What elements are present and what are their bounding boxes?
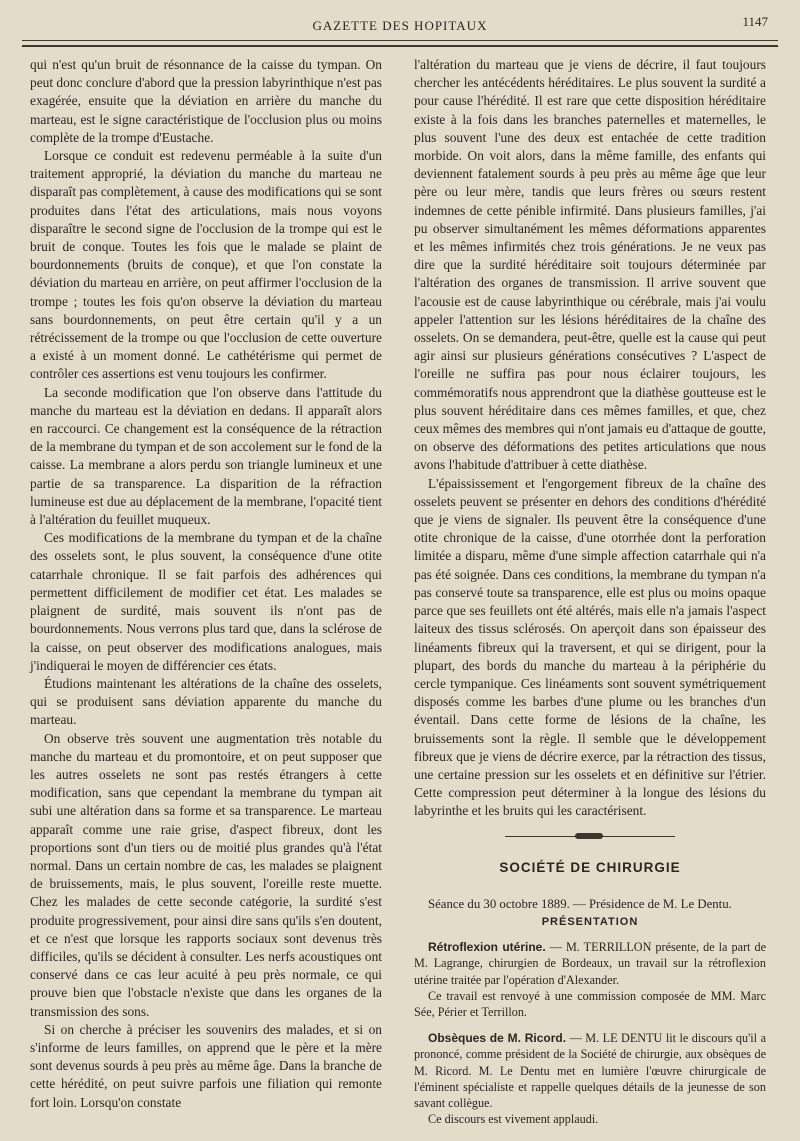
divider-ornament (575, 833, 603, 839)
minutes-note: Ce discours est vivement applaudi. (428, 1112, 599, 1127)
running-title: GAZETTE DES HOPITAUX (312, 18, 488, 33)
item-title: Obsèques de M. Ricord. (428, 1031, 567, 1046)
section-divider (505, 831, 675, 841)
item-text: — M. LE DENTU lit le discours qu'il a prononcé, comme président de la Société de chirurgie, aux obsèques de M. Ricord. M. Le Dentu met en lumière l'œuvre chirurgicale de l'éminent spécialiste et rappelle quelques détails de la jeunesse de son savant collègue. (414, 1031, 766, 1110)
paragraph: Si on cherche à préciser les souvenirs des malades, et si on s'informe de leurs familles, on apprend que le père et la mère sont devenus sourds à peu près au même âge. Dans la branche de cette hérédité, on peut suivre parfois une filiation qui remonte fort loin. Lorsqu'on constate (30, 1021, 382, 1110)
header-rule-thin (22, 40, 778, 41)
page-header (20, 10, 780, 34)
page-number: 1147 (742, 14, 768, 29)
paragraph: Étudions maintenant les altérations de la chaîne des osselets, qui se produisent sans déviation apparente du manche du marteau. (30, 675, 382, 728)
minutes-item (414, 1030, 766, 1111)
right-column (414, 56, 766, 1127)
spacer (414, 1020, 766, 1030)
item-title: Rétroflexion utérine. (428, 940, 546, 955)
paragraph: qui n'est qu'un bruit de résonnance de la caisse du tympan. On peut donc conclure d'abord que la pression labyrinthique n'est pas exagérée, ensuite que la déviation en arrière du manche du marteau, est le signe caractéristique de l'occlusion plus ou moins complète de la trompe d'Eustache. (30, 57, 382, 145)
minutes-note: Ce travail est renvoyé à une commission composée de MM. Marc Sée, Périer et Terrillon. (414, 988, 766, 1019)
paragraph: l'altération du marteau que je viens de décrire, il faut toujours chercher les antécédents héréditaires. Le plus souvent la surdité a pour cause l'hérédité. Il est rare que cette disposition héréditaire existe à la fois dans les branches paternelles et maternelles, le plus souvent l'une des deux est entachée de cette tradition morbide. On voit alors, dans la même famille, des enfants qui deviennent fatalement sourds à peu près au même âge que leur père ou leur mère, tandis que leurs frères ou sœurs restent indemnes de cette pénible infirmité. Dans plusieurs familles, j'ai pu observer simultanément les mêmes déformations apparentes et les mêmes infirmités chez trois générations. Je ne veux pas dire que la surdité héréditaire soit toujours déterminée par l'altération des organes de transmission. Il arrive souvent que l'acousie est de cause labyrinthique ou cérébrale, mais j'ai voulu appeler l'attention sur les lésions héréditaires de la chaîne des osselets. On se demandera, peut-être, quelle est la cause qui peut agir ainsi sur plusieurs générations consécutives ? L'aspect de l'oreille ne suffira pas pour nous éclairer toujours, les commémoratifs nous apprendront que la diathèse goutteuse est le plus souvent héréditaire dans ces mêmes familles, et que, chez ceux mêmes des membres qui n'ont jamais eu d'attaque de goutte, on observe des déformations des petites articulations que nous avons l'habitude d'attribuer à cette diathèse. (414, 57, 766, 473)
minutes-item (414, 939, 766, 988)
item-text: — M. TERRILLON présente, de la part de M. Lagrange, chirurgien de Bordeaux, un travail sur la rétroflexion utérine traitée par l'opération d'Alexander. (414, 940, 766, 987)
paragraph: On observe très souvent une augmentation très notable du manche du marteau et du promontoire, et on peut supposer que les autres osselets ne sont pas restés étrangers à cette modification, sans que cependant la membrane du tympan ait subi une altération dans sa forme et sa transparence. Le marteau apparaît comme une raie grise, d'aspect fibreux, dont les proportions sont d'un tiers ou de moitié plus grandes qu'à l'état normal. Dans un certain nombre de cas, les malades se plaignent de bruissements, mais, le plus souvent, l'oreille reste muette. Chez les malades de cette seconde catégorie, la surdité s'est produite progressivement, pour ainsi dire sans qu'ils s'en doutent, et ce n'est que lorsque les rapports sociaux sont devenus très difficiles, qu'ils se décident à consulter. Les nerfs acoustiques ont conservé dans ce cas leur acuité à peu près normale, ce qui prouve bien que l'obstacle n'existe que dans les organes de la transmission des sons. (30, 730, 382, 1019)
paragraph: La seconde modification que l'on observe dans l'attitude du manche du marteau est la déviation en dedans. Il apparaît alors en raccourci. Ce changement est la conséquence de la rétraction de la membrane du tympan et de son accolement sur le fond de la caisse. La membrane a alors perdu son triangle lumineux et une partie de sa transparence. La disparition de la réfraction lumineuse est due au déplacement de la membrane, l'opacité tient à l'altération du feuillet muqueux. (30, 384, 382, 528)
society-minutes (414, 939, 766, 1127)
section-title: SOCIÉTÉ DE CHIRURGIE (499, 859, 681, 875)
paragraph: Lorsque ce conduit est redevenu perméable à la suite d'un traitement approprié, la déviation du manche du marteau ne disparaît pas complètement, à cause des modifications qui se sont produites dans l'état des articulations, mais nous voyons disparaître le second signe de l'occlusion de la trompe qui est le bruit de conque. Toutes les fois que le malade se plaint de bourdonnements (bruits de conque), et que l'on constate la déviation du marteau en arrière, on peut affirmer l'occlusion de la trompe ; toutes les fois qu'on observe la déviation du marteau sans bourdonnements, on peut être certain qu'il y a un rétrécissement de la trompe ou que l'occlusion de cette ouverture a existé à un moment donné. Le cathétérisme qui permet de contrôler ces assertions est venu toujours les confirmer. (30, 148, 382, 382)
paragraph: Ces modifications de la membrane du tympan et de la chaîne des osselets sont, le plus souvent, la conséquence d'une otite catarrhale chronique. Il se fait parfois des adhérences qui permettent difficilement de modifier cet état. Les malades se plaignent de surdité, mais souvent ils n'ont pas de bourdonnements. Nous verrons plus tard que, dans la sclérose de la caisse, on peut observer des modifications analogues, mais j'indiquerai le moyen de différencier ces états. (30, 530, 382, 673)
presentation-heading: PRÉSENTATION (541, 915, 639, 928)
header-rule-thick (22, 45, 778, 47)
left-column (30, 56, 382, 1112)
paragraph: L'épaississement et l'engorgement fibreux de la chaîne des osselets peuvent se présenter en dehors des conditions d'hérédité que je viens de signaler. Ils peuvent être la conséquence d'une otite chronique de la caisse, d'une otorrhée dont la perforation limitée a disparu, même d'une simple affection catarrhale qui n'a pas été soignée. Dans ces conditions, la membrane du tympan n'a pas conservé toute sa transparence, elle est plus ou moins opaque parce que ses feuillets ont été altérés, mais elle n'a jamais l'aspect laiteux des tissus sclérosés. On aperçoit dans son épaisseur des linéaments fibreux qui la traversent, et qui se dirigent, pour la plupart, des bords du manche du marteau à la périphérie du cercle tympanique. Ces linéaments sont souvent symétriquement disposés comme les barbes d'une plume ou les branches d'un éventail. Dans cette forme de lésions de la chaîne, les bruissements sont la règle. Il semble que le développement fibreux que je viens de décrire exerce, par la rétraction des tissus, une certaine pression sur les osselets et en définitive sur l'étrier. Cette compression peut déterminer à la longue des lésions du labyrinthe et les bruits qui les caractérisent. (414, 475, 766, 819)
session-line: Séance du 30 octobre 1889. — Présidence de M. Le Dentu. (428, 896, 732, 911)
